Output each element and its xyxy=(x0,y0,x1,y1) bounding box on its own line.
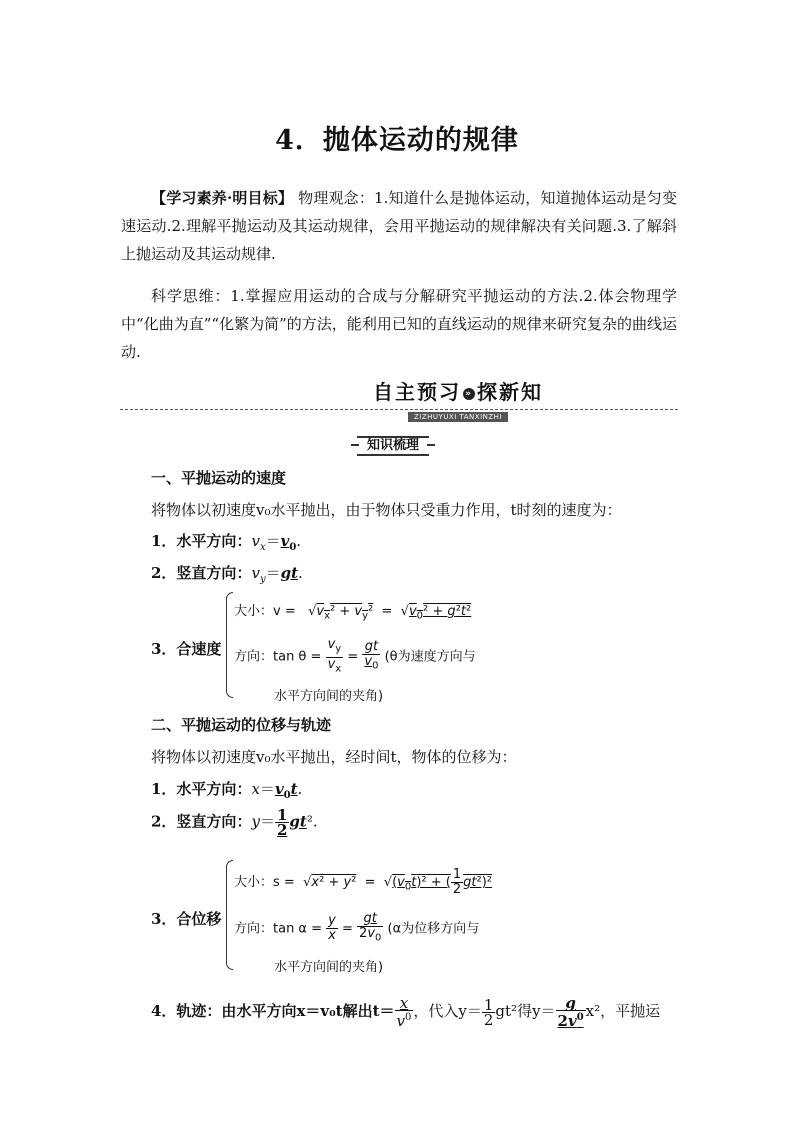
s2-item4: 4．轨迹：由水平方向x＝v₀t解出t＝ $\frac{x}{v^0}$ ，代入y＝ $\frac{1}{2}$ gt²得y＝ $\frac{g}{2v^0}$ x²，平抛运 xyxy=(151,994,661,1030)
velocity-magnitude: 大小：$v = √v_x^2 + v_y^2 = √v_0^2 + g^2t^2$ xyxy=(234,604,472,622)
s1-item3: 3．合速度 xyxy=(151,640,222,658)
banner-right: 探新知 xyxy=(477,380,543,404)
brace-icon xyxy=(226,592,233,698)
displacement-direction: 方向：tan α = $\frac{y}{x}$ = $\frac{gt}{2v_0}$ (α为位移方向与 xyxy=(234,911,480,944)
velocity-direction-note: 水平方向间的夹角) xyxy=(274,689,384,704)
displacement-magnitude: 大小：$s = √x^2 + y^2 = √(v_0t)^2$ + ( $\frac{1}{2}$ gt²)² xyxy=(234,867,493,897)
brace-icon xyxy=(226,860,233,970)
objectives-tag: 【学习素养·明目标】 xyxy=(151,189,294,207)
section-banner xyxy=(120,380,678,420)
thinking-paragraph: 科学思维：1.掌握应用运动的合成与分解研究平抛运动的方法.2.体会物理学中“化曲为直”“化繁为简”的方法，能利用已知的直线运动的规律来研究复杂的曲线运动. xyxy=(121,287,677,361)
displacement-direction-note: 水平方向间的夹角) xyxy=(274,960,384,975)
s1-item1: 1．水平方向：$v_x=v_0$. xyxy=(151,532,302,553)
objectives-paragraph xyxy=(121,184,677,268)
objectives-text: 物理观念：1.知道什么是抛体运动，知道抛体运动是匀变速运动.2.理解平抛运动及其运动规律，会用平抛运动的规律解决有关问题.3.了解斜上抛运动及其运动规律. xyxy=(121,189,677,263)
s1-item2: 2．竖直方向：$v_y=gt$. xyxy=(151,564,303,585)
s1-intro: 将物体以初速度v₀水平抛出，由于物体只受重力作用，t时刻的速度为： xyxy=(151,501,622,519)
page-title: 4．抛体运动的规律 xyxy=(275,125,519,156)
s2-item1: 1．水平方向：$x=v_0t$. xyxy=(151,780,303,801)
s2-intro: 将物体以初速度v₀水平抛出，经时间t，物体的位移为： xyxy=(151,748,517,766)
knowledge-tag: 知识梳理 xyxy=(357,436,429,456)
banner-subtitle: ZIZHUYUXI TANXINZHI xyxy=(408,412,508,422)
arrow-icon: » xyxy=(463,388,475,400)
banner-left: 自主预习 xyxy=(373,380,461,404)
s2-heading: 二、平抛运动的位移与轨迹 xyxy=(151,716,332,734)
s1-heading: 一、平抛运动的速度 xyxy=(151,469,287,487)
velocity-direction: 方向：tan θ = $\frac{v_y}{v_x}$ = $\frac{gt}{v_0}$ (θ为速度方向与 xyxy=(234,637,476,675)
s2-item3: 3．合位移 xyxy=(151,910,222,928)
s2-item2: 2．竖直方向：y＝ $\frac{1}{2}$ gt². xyxy=(151,806,318,839)
